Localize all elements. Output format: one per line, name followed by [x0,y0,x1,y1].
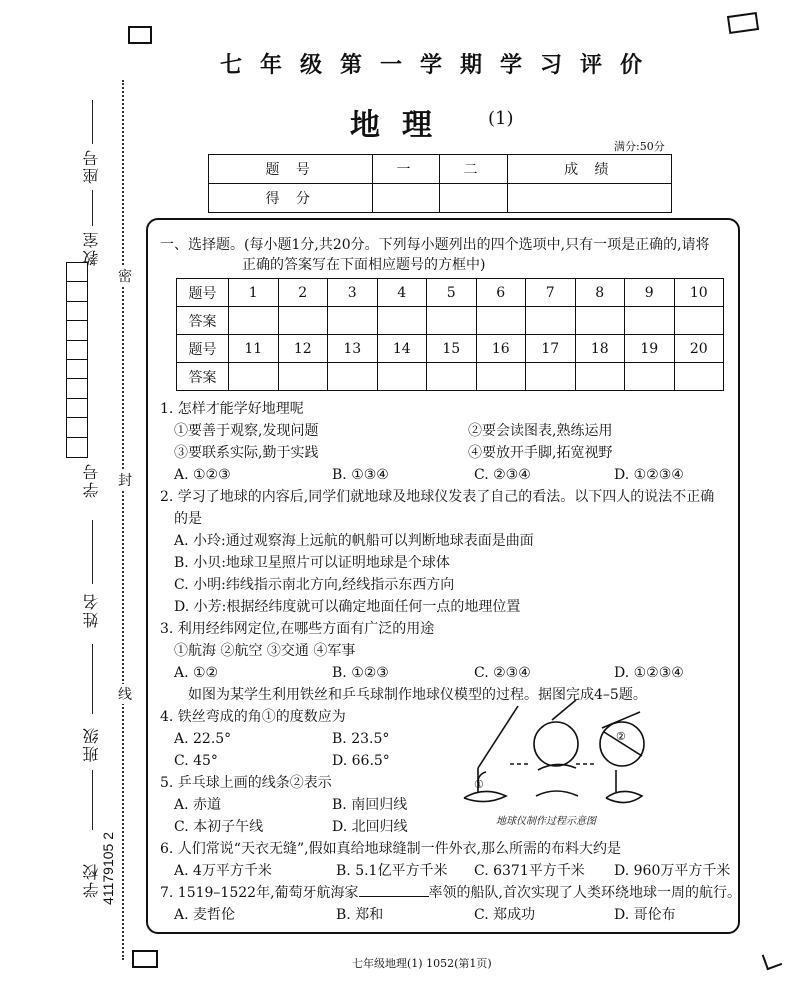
answer-cell[interactable] [427,307,477,335]
answer-cell[interactable] [328,363,378,391]
q7-stem [160,882,741,904]
q6-stem: 6. 人们常说“天衣无缝”,假如真给地球缝制一件外衣,那么所需的布料大约是 [160,841,622,857]
q6-option-c[interactable]: C. 6371平方千米 [474,863,585,879]
q7-option-d[interactable]: D. 哥伦布 [614,907,676,923]
answer-cell[interactable] [625,363,675,391]
answer-cell[interactable] [278,363,328,391]
question-number: 16 [476,335,526,363]
question-number: 11 [229,335,279,363]
q3-option-c[interactable]: C. ②③④ [474,665,531,681]
ping-pong-ball [534,722,578,766]
q7-blank[interactable] [359,883,429,897]
score-header-part1: 一 [373,155,440,184]
q2-stem-line1: 2. 学习了地球的内容后,同学们就地球及地球仪发表了自己的看法。以下四人的说法不正确 [160,489,715,505]
question-number: 3 [328,279,378,307]
q2-option-a[interactable]: A. 小玲:通过观察海上远航的帆船可以判断地球表面是曲面 [174,533,534,549]
question-number: 14 [377,335,427,363]
section1-intro-line1: 一、选择题。(每小题1分,共20分。下列每小题列出的四个选项中,只有一项是正确的,请将 [160,237,710,253]
question-number: 19 [625,335,675,363]
question-number: 6 [476,279,526,307]
q5-option-a[interactable]: A. 赤道 [174,797,222,813]
question-number: 18 [575,335,625,363]
question-number: 9 [625,279,675,307]
line-mark: ② [616,730,626,743]
registration-mark-bottom-right [762,950,783,971]
answer-cell[interactable] [427,363,477,391]
classroom-label: 教室 [82,230,101,266]
answer-cell[interactable] [575,307,625,335]
score-header-label: 题 号 [209,155,373,184]
score-header-part2: 二 [440,155,507,184]
answer-cell[interactable] [328,307,378,335]
question-number: 2 [278,279,328,307]
question-number: 12 [278,335,328,363]
class-label: 班级 [82,726,101,762]
q1-option-b[interactable]: B. ①③④ [332,467,389,483]
score-cell-part1[interactable] [373,184,440,213]
name-label: 姓名 [82,592,101,628]
answer-cell[interactable] [377,363,427,391]
question-number: 15 [427,335,477,363]
score-cell-part2[interactable] [440,184,507,213]
q7-option-a[interactable]: A. 麦哲伦 [174,907,236,923]
student-id-grid[interactable] [66,262,88,458]
registration-mark-bottom-left [132,950,158,968]
question-number: 4 [377,279,427,307]
q5-option-d[interactable]: D. 北回归线 [332,819,408,835]
answer-cell[interactable] [526,307,576,335]
q1-option-d[interactable]: D. ①②③④ [614,467,684,483]
binding-dotted-line [122,80,124,960]
answer-cell[interactable] [229,307,279,335]
answer-cell[interactable] [229,363,279,391]
wire-stand-2 [536,791,578,796]
q5-option-c[interactable]: C. 本初子午线 [174,819,264,835]
angle-mark: ① [474,778,484,791]
score-row-label: 得 分 [209,184,373,213]
school-label: 学校 [82,862,101,898]
q3-option-d[interactable]: D. ①②③④ [614,665,684,681]
subject-title: 地理 [350,108,454,143]
seat-label: 座号 [82,148,101,184]
answer-cell[interactable] [625,307,675,335]
q1-option-c[interactable]: C. ②③④ [474,467,531,483]
q1-statement-1: ①要善于观察,发现问题 [174,423,319,439]
classroom-blank[interactable] [92,190,93,226]
answer-table-ans-label: 答案 [177,307,229,335]
student-id-label: 学号 [82,462,101,498]
q1-statement-4: ④要放开手脚,拓宽视野 [468,445,613,461]
q3-stem: 3. 利用经纬网定位,在哪些方面有广泛的用途 [160,621,435,637]
answer-cell[interactable] [674,307,724,335]
question-number: 13 [328,335,378,363]
seal-char-mi: 密 [118,266,132,286]
q6-option-b[interactable]: B. 5.1亿平方千米 [336,863,448,879]
wire-axis-2 [552,700,576,720]
score-table [208,154,672,213]
q2-option-b[interactable]: B. 小贝:地球卫星照片可以证明地球是个球体 [174,555,450,571]
q1-option-a[interactable]: A. ①②③ [174,467,231,483]
answer-table-ans-label: 答案 [177,363,229,391]
q1-statement-3: ③要联系实际,勤于实践 [174,445,319,461]
figure-caption: 地球仪制作过程示意图 [496,816,596,827]
wire-base-1 [464,791,506,801]
q7-stem-before: 7. 1519–1522年,葡萄牙航海家 [160,885,359,901]
answer-cell[interactable] [278,307,328,335]
wire-axis-1 [478,706,518,768]
page-footer: 七年级地理(1) 1052(第1页) [352,957,492,970]
score-cell-total[interactable] [507,184,671,213]
q2-option-c[interactable]: C. 小明:纬线指示南北方向,经线指示东西方向 [174,577,455,593]
q3-option-a[interactable]: A. ①② [174,665,219,681]
q3-option-b[interactable]: B. ①②③ [332,665,389,681]
question-number: 10 [674,279,724,307]
q4-option-d[interactable]: D. 66.5° [332,753,390,769]
seal-char-feng: 封 [118,470,132,490]
q3-choices: ①航海 ②航空 ③交通 ④军事 [174,643,356,659]
q1-statement-2: ②要会读图表,熟练运用 [468,423,613,439]
class-blank[interactable] [92,644,93,714]
answer-cell[interactable] [674,363,724,391]
registration-mark-top-left [128,26,152,44]
q5-stem: 5. 乒乓球上画的线条②表示 [160,775,332,791]
q4-option-c[interactable]: C. 45° [174,753,218,769]
answer-table-num-label: 题号 [177,335,229,363]
full-score: 满分:50分 [614,140,665,153]
q4-stem: 4. 铁丝弯成的角①的度数应为 [160,709,346,725]
q2-stem-line2: 的是 [174,511,202,527]
seat-blank[interactable] [92,100,93,144]
q2-option-d[interactable]: D. 小芳:根据经纬度就可以确定地面任何一点的地理位置 [174,599,521,615]
subject-number: (1) [488,108,514,129]
answer-cell[interactable] [575,363,625,391]
q4-option-b[interactable]: B. 23.5° [332,731,390,747]
document-id: 41179105 2 [100,832,116,905]
wire-base-2 [538,764,576,770]
name-blank[interactable] [92,520,93,584]
q7-option-c[interactable]: C. 郑成功 [474,907,536,923]
q7-stem-after: 率领的船队,首次实现了人类环绕地球一周的航行。 [428,885,741,901]
globe-making-diagram [456,700,646,820]
question-number: 20 [674,335,724,363]
wire-base-3 [606,791,642,802]
q7-option-b[interactable]: B. 郑和 [336,907,384,923]
q5-option-b[interactable]: B. 南回归线 [332,797,408,813]
question-number: 17 [526,335,576,363]
question-number: 5 [427,279,477,307]
exam-title: 七年级第一学期学习评价 [219,52,660,78]
answer-table [176,278,724,391]
q4-option-a[interactable]: A. 22.5° [174,731,232,747]
q6-option-d[interactable]: D. 960万平方千米 [614,863,731,879]
score-header-total: 成 绩 [507,155,671,184]
q4-5-lead: 如图为某学生利用铁丝和乒乓球制作地球仪模型的过程。据图完成4–5题。 [188,687,647,703]
seal-char-xian: 线 [118,684,132,704]
question-number: 8 [575,279,625,307]
question-number: 1 [229,279,279,307]
answer-cell[interactable] [476,307,526,335]
answer-cell[interactable] [526,363,576,391]
question-number: 7 [526,279,576,307]
q6-option-a[interactable]: A. 4万平方千米 [174,863,272,879]
school-blank[interactable] [92,770,93,830]
answer-cell[interactable] [476,363,526,391]
q1-stem: 1. 怎样才能学好地理呢 [160,401,304,417]
registration-mark-top-right [727,12,759,34]
section1-intro-line2: 正确的答案写在下面相应题号的方框中) [242,257,486,273]
answer-table-num-label: 题号 [177,279,229,307]
answer-cell[interactable] [377,307,427,335]
